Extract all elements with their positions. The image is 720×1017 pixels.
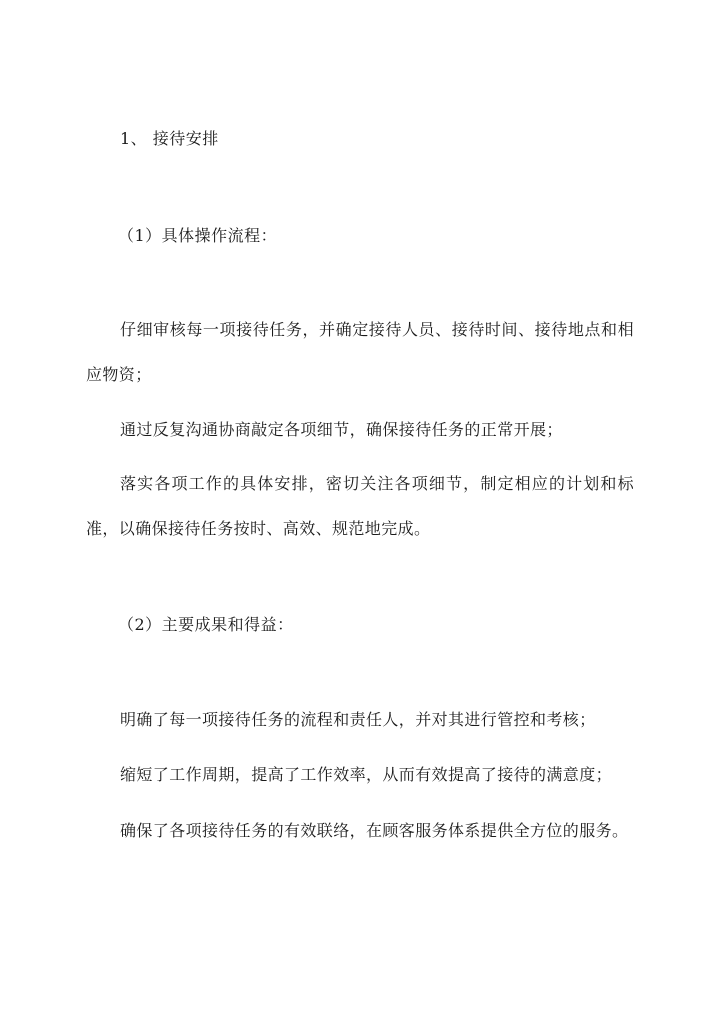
paragraph-2-2: 缩短了工作周期，提高了工作效率，从而有效提高了接待的满意度；	[120, 765, 613, 784]
paragraph-1-1: 仔细审核每一项接待任务，并确定接待人员、接待时间、接待地点和相应物资；	[86, 320, 634, 384]
paragraph-2-1: 明确了每一项接待任务的流程和责任人，并对其进行管控和考核；	[120, 710, 596, 729]
subsection-title-2: （2）主要成果和得益：	[118, 615, 294, 634]
paragraph-1-3: 落实各项工作的具体安排，密切关注各项细节，制定相应的计划和标准，以确保接待任务按时、高效、规范地完成。	[86, 474, 634, 538]
section-heading: 1、 接待安排	[120, 129, 219, 148]
paragraph-1-2: 通过反复沟通协商敲定各项细节，确保接待任务的正常开展；	[120, 420, 563, 439]
subsection-title-1: （1）具体操作流程：	[118, 226, 278, 245]
paragraph-2-3: 确保了各项接待任务的有效联络，在顾客服务体系提供全方位的服务。	[120, 821, 629, 840]
